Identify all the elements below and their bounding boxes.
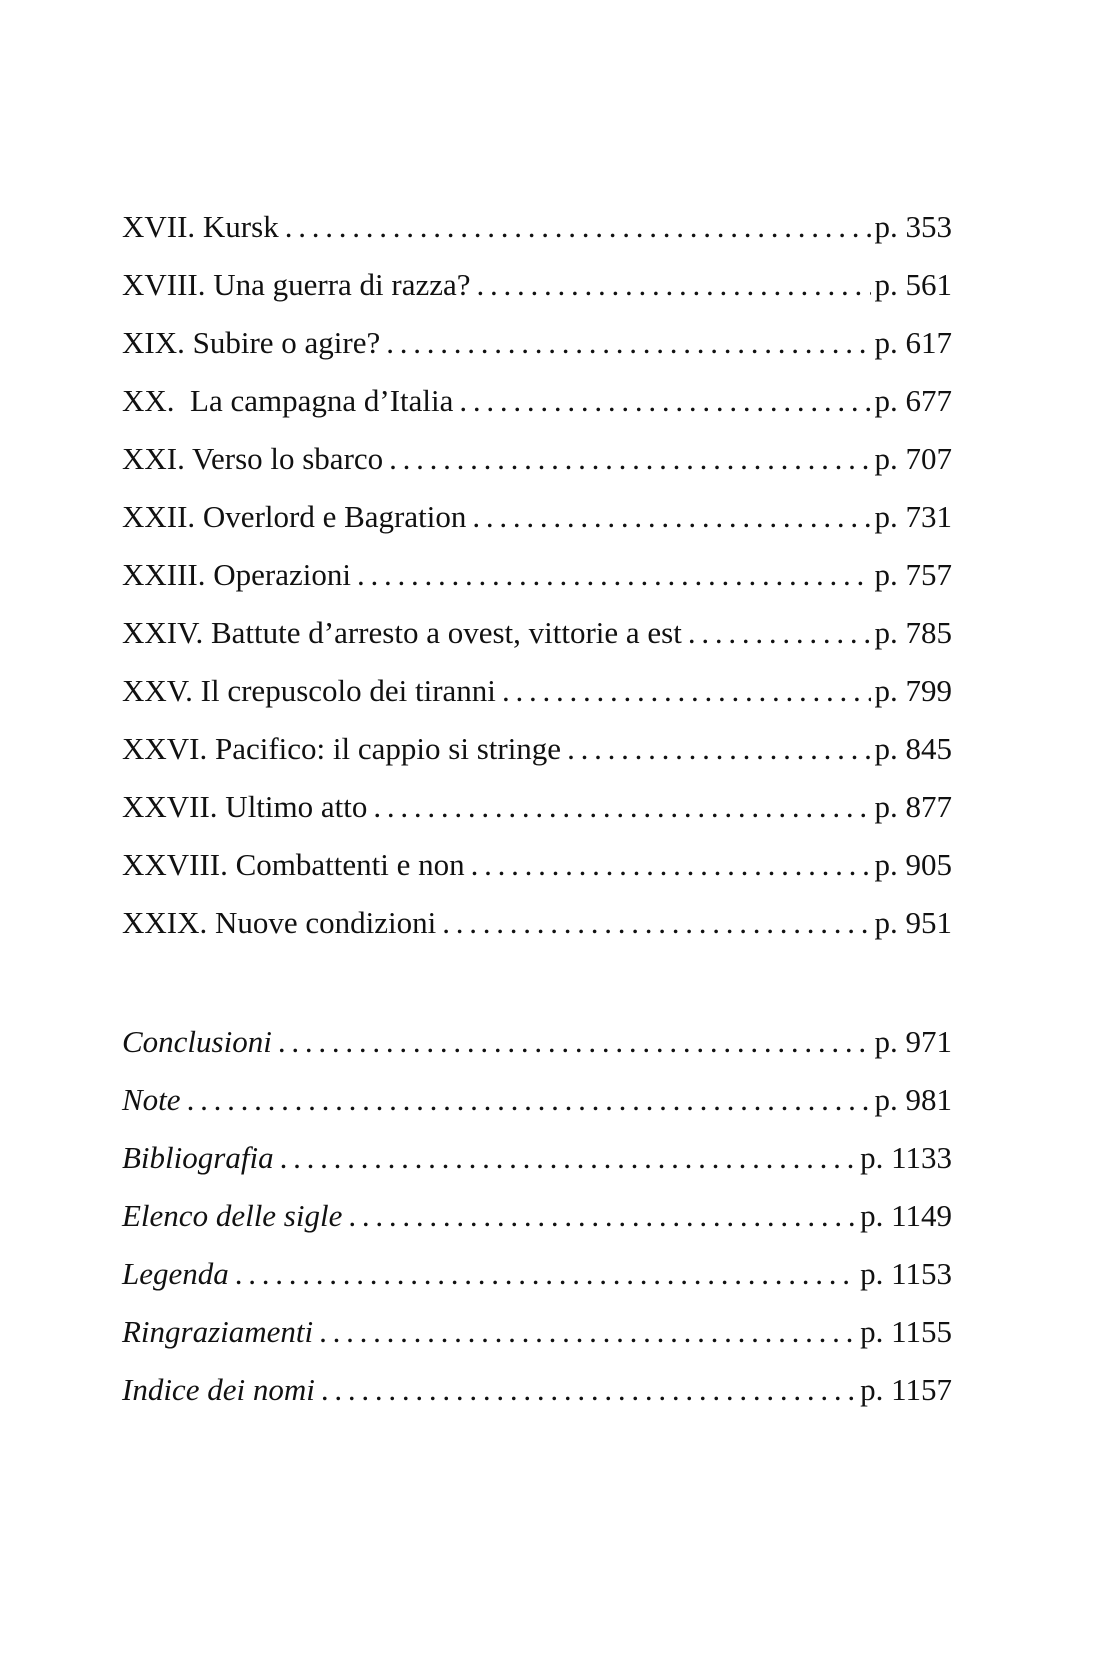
dot-leader <box>567 720 870 778</box>
toc-entry-page: p. 877 <box>874 789 952 824</box>
toc-entry-note <box>122 1071 952 1129</box>
dot-leader <box>319 1303 856 1361</box>
toc-entry-page: p. 707 <box>874 441 952 476</box>
toc-entry-title: Ringraziamenti <box>122 1314 314 1349</box>
toc-entry-title: Note <box>122 1082 181 1117</box>
dot-leader <box>459 372 870 430</box>
toc-entry-elenco-sigle <box>122 1187 952 1245</box>
toc-entry-page: p. 1157 <box>860 1372 952 1407</box>
toc-entry-title: XVII. Kursk <box>122 209 279 244</box>
dot-leader <box>389 430 870 488</box>
toc-entry-xx <box>122 372 952 430</box>
toc-entry-title: Indice dei nomi <box>122 1372 315 1407</box>
dot-leader <box>280 1129 857 1187</box>
toc-entry-page: p. 981 <box>874 1082 952 1117</box>
toc-entry-title: Bibliografia <box>122 1140 274 1175</box>
toc-entry-title: XXIII. Operazioni <box>122 557 351 592</box>
toc-entry-page: p. 353 <box>874 209 952 244</box>
toc-entry-xxix <box>122 894 952 952</box>
dot-leader <box>285 198 871 256</box>
dot-leader <box>321 1361 856 1419</box>
toc-entry-title: XXVI. Pacifico: il cappio si stringe <box>122 731 562 766</box>
dot-leader <box>502 662 871 720</box>
dot-leader <box>477 256 871 314</box>
dot-leader <box>357 546 871 604</box>
toc-entry-page: p. 731 <box>874 499 952 534</box>
toc-entry-page: p. 845 <box>874 731 952 766</box>
toc-entry-xix <box>122 314 952 372</box>
toc-entry-page: p. 617 <box>874 325 952 360</box>
toc-entry-title: XXIX. Nuove condizioni <box>122 905 437 940</box>
toc-entry-title: Elenco delle sigle <box>122 1198 343 1233</box>
toc-entry-xvii <box>122 198 952 256</box>
toc-entry-xxviii <box>122 836 952 894</box>
dot-leader <box>235 1245 856 1303</box>
toc-entry-xxvi <box>122 720 952 778</box>
toc-chapters-list <box>122 198 952 952</box>
toc-entry-page: p. 1155 <box>860 1314 952 1349</box>
toc-entry-xxiv <box>122 604 952 662</box>
toc-entry-bibliografia <box>122 1129 952 1187</box>
toc-entry-page: p. 1149 <box>860 1198 952 1233</box>
toc-entry-title: Conclusioni <box>122 1024 272 1059</box>
dot-leader <box>373 778 870 836</box>
dot-leader <box>472 488 870 546</box>
toc-entry-page: p. 951 <box>874 905 952 940</box>
dot-leader <box>688 604 871 662</box>
dot-leader <box>442 894 870 952</box>
toc-entry-page: p. 677 <box>874 383 952 418</box>
toc-entry-title: XX. La campagna d’Italia <box>122 383 454 418</box>
dot-leader <box>187 1071 871 1129</box>
toc-entry-page: p. 1153 <box>860 1256 952 1291</box>
dot-leader <box>348 1187 856 1245</box>
toc-entry-ringraziamenti <box>122 1303 952 1361</box>
toc-entry-xxi <box>122 430 952 488</box>
toc-entry-xxv <box>122 662 952 720</box>
toc-entry-xxvii <box>122 778 952 836</box>
toc-entry-title: XXIV. Battute d’arresto a ovest, vittorie a est <box>122 615 682 650</box>
toc-entry-legenda <box>122 1245 952 1303</box>
toc-entry-title: XXVIII. Combattenti e non <box>122 847 465 882</box>
toc-entry-title: XXII. Overlord e Bagration <box>122 499 467 534</box>
toc-entry-indice-nomi <box>122 1361 952 1419</box>
toc-entry-title: XXV. Il crepuscolo dei tiranni <box>122 673 496 708</box>
toc-entry-xviii <box>122 256 952 314</box>
toc-entry-title: XIX. Subire o agire? <box>122 325 381 360</box>
toc-entry-page: p. 561 <box>874 267 952 302</box>
toc-entry-page: p. 799 <box>874 673 952 708</box>
toc-entry-page: p. 971 <box>874 1024 952 1059</box>
toc-entry-xxii <box>122 488 952 546</box>
dot-leader <box>471 836 871 894</box>
toc-entry-page: p. 785 <box>874 615 952 650</box>
toc-entry-page: p. 905 <box>874 847 952 882</box>
toc-entry-xxiii <box>122 546 952 604</box>
toc-entry-page: p. 757 <box>874 557 952 592</box>
dot-leader <box>386 314 870 372</box>
toc-entry-title: XXI. Verso lo sbarco <box>122 441 384 476</box>
toc-entry-conclusioni <box>122 1013 952 1071</box>
toc-entry-page: p. 1133 <box>860 1140 952 1175</box>
toc-entry-title: XXVII. Ultimo atto <box>122 789 368 824</box>
dot-leader <box>278 1013 871 1071</box>
toc-entry-title: Legenda <box>122 1256 229 1291</box>
toc-entry-title: XVIII. Una guerra di razza? <box>122 267 471 302</box>
toc-appendix-list <box>122 1013 952 1419</box>
